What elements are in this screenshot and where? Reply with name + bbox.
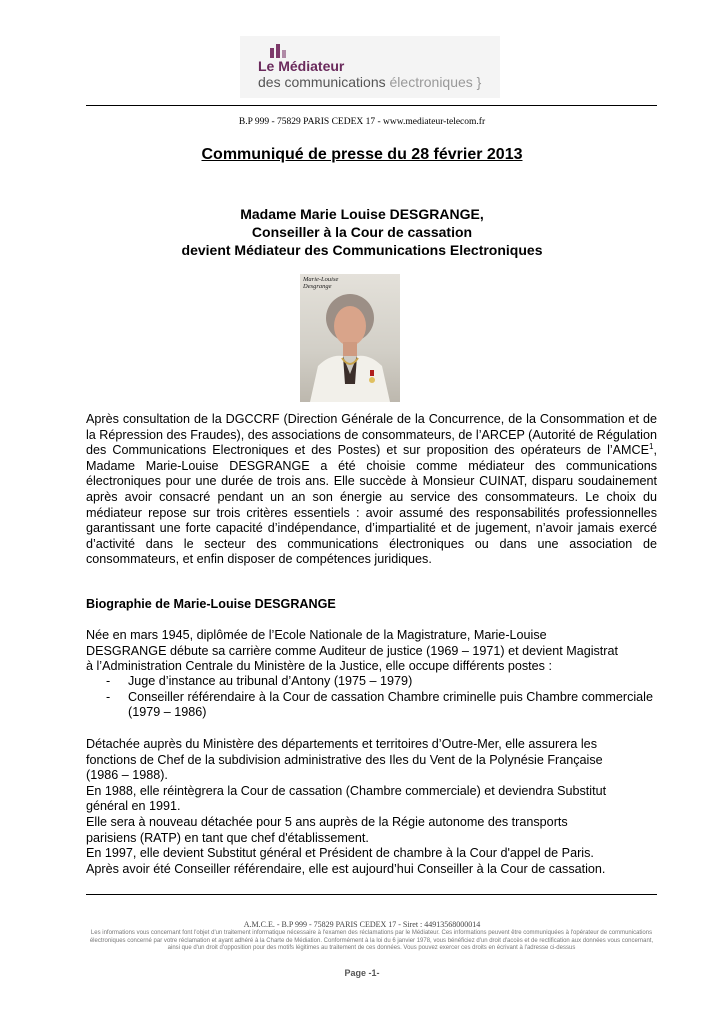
photo-caption: Marie-Louise Desgrange: [303, 276, 339, 290]
headline-line: Madame Marie Louise DESGRANGE,: [240, 206, 484, 222]
intro-paragraph: Après consultation de la DGCCRF (Direction Générale de la Concurrence, de la Consommation et de la Répression des Fraudes), des associations de consommateurs, de l’ARCEP (Autorité de Régulation des Communications Electroniques et des Postes) et sur proposition des opérateurs de l’AMCE$^1$, Madame Marie-Louise DESGRANGE a été choisie comme médiateur des communications électroniques pour une durée de trois ans. Elle succède à Monsieur CUINAT, disparu soudainement après avoir consacré pendant un an son énergie au service des consommateurs. Le choix du médiateur repose sur trois critères essentiels : avoir assumé des responsabilités professionnelles garantissant une forte capacité d’indépendance, d’impartialité et de jugement, n’avoir jamais exercé d’activité dans le secteur des communications électroniques ou dans une association de consommateurs, et enfin disposer de compétences juridiques.: [86, 412, 657, 567]
footer-legal-notice: Les informations vous concernant font l'objet d'un traitement informatique nécessaire à l'examen des réclamations par le Médiateur. Ces informations peuvent être communiquées à l'opérateur de communications électroniques concerné par votre réclamation et ayant adhéré à la Charte de Médiation. Conformément à la loi du 6 janvier 1978, vous bénéficiez d'un droit d'accès et de rectification aux données vous concernant, ainsi que d'un droit d'opposition pour des motifs légitimes au traitement de ces données. Vous pouvez exercer ces droits en écrivant à l'adresse ci-dessus: [89, 930, 654, 952]
header-rule: [86, 105, 657, 106]
footnote-mark: 1: [649, 442, 654, 451]
career-paragraph: Détachée auprès du Ministère des départements et territoires d’Outre-Mer, elle assurera les fonctions de Chef de la subdivision administrative des Iles du Vent de la Polynésie Française (1986 – 1988). En 1988, elle réintègrera la Cour de cassation (Chambre commerciale) et deviendra Substitut général en 1991. Elle sera à nouveau détachée pour 5 ans auprès de la Régie autonome des transports parisiens (RATP) en tant que chef d'établissement. En 1997, elle devient Substitut général et Président de chambre à la Cour d'appel de Paris. Après avoir été Conseiller référendaire, elle est aujourd’hui Conseiller à la Cour de cassation.: [86, 737, 607, 876]
biography-heading: Biographie de Marie-Louise DESGRANGE: [86, 597, 336, 611]
logo-title: Le Médiateur: [258, 58, 345, 74]
list-item: - Juge d’instance au tribunal d’Antony (1975 – 1979): [106, 674, 413, 688]
portrait-photo: [300, 274, 400, 402]
logo-subtitle: des communications électroniques }: [258, 74, 482, 90]
career-list: [106, 674, 666, 721]
headline-line: devient Médiateur des Communications Electroniques: [181, 242, 543, 258]
headline: [0, 205, 724, 259]
page-title: Communiqué de presse du 28 février 2013: [201, 146, 523, 163]
headline-line: Conseiller à la Cour de cassation: [251, 224, 473, 240]
logo-bars-icon: [270, 44, 290, 58]
biography-paragraph: Née en mars 1945, diplômée de l’Ecole Nationale de la Magistrature, Marie-Louise DESGRANGE débute sa carrière comme Auditeur de justice (1969 – 1971) et devient Magistrat à l’Administration Centrale du Ministère de la Justice, elle occupe différents postes :: [86, 628, 618, 674]
footer-rule: [86, 894, 657, 895]
header-address: B.P 999 - 75829 PARIS CEDEX 17 - www.mediateur-telecom.fr: [238, 117, 486, 127]
footer-address: A.M.C.E. - B.P 999 - 75829 PARIS CEDEX 17 - Siret : 44913568000014: [243, 920, 481, 929]
page-number: Page -1-: [344, 968, 380, 978]
list-item: - Conseiller référendaire à la Cour de cassation Chambre criminelle puis Chambre commerciale (1979 – 1986): [106, 689, 653, 720]
mediateur-logo: [240, 36, 500, 98]
